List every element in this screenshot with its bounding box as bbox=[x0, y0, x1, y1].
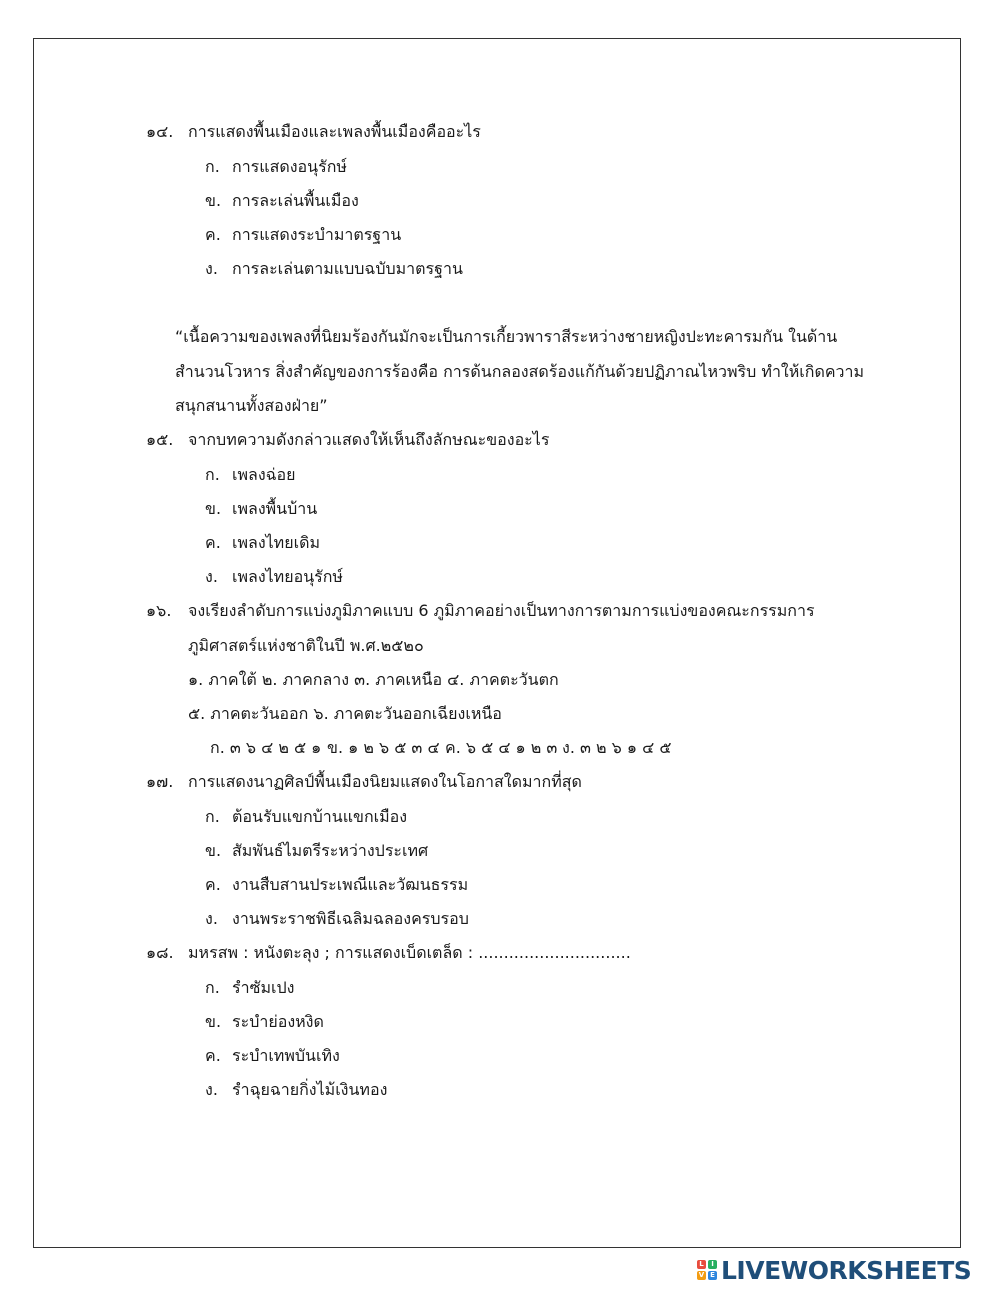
answer-row-16 bbox=[210, 736, 671, 760]
option-text: รำซัมเปง bbox=[232, 978, 295, 997]
logo-mark-cell: I bbox=[708, 1260, 717, 1269]
option-label: ค. bbox=[205, 533, 221, 552]
option-17-d[interactable] bbox=[205, 907, 469, 931]
question-number: ๑๘. bbox=[146, 943, 174, 962]
option-18-d[interactable] bbox=[205, 1078, 387, 1102]
option-14-d[interactable] bbox=[205, 257, 463, 281]
question-18 bbox=[146, 941, 631, 965]
option-text: เพลงฉ่อย bbox=[232, 465, 296, 484]
option-14-a[interactable] bbox=[205, 155, 347, 179]
option-17-b[interactable] bbox=[205, 839, 428, 863]
liveworksheets-logo bbox=[697, 1257, 971, 1283]
question-number: ๑๗. bbox=[146, 772, 174, 791]
option-18-a[interactable] bbox=[205, 976, 294, 1000]
option-17-c[interactable] bbox=[205, 873, 468, 897]
option-text: เพลงพื้นบ้าน bbox=[232, 499, 318, 518]
option-14-b[interactable] bbox=[205, 189, 359, 213]
option-15-d[interactable] bbox=[205, 565, 343, 589]
option-18-c[interactable] bbox=[205, 1044, 340, 1068]
option-text: การละเล่นพื้นเมือง bbox=[232, 191, 359, 210]
option-text: สัมพันธ์ไมตรีระหว่างประเทศ bbox=[232, 841, 429, 860]
option-14-c[interactable] bbox=[205, 223, 401, 247]
option-label: ข. bbox=[205, 499, 222, 518]
option-17-a[interactable] bbox=[205, 805, 407, 829]
option-label: ข. bbox=[205, 191, 222, 210]
option-text: เพลงไทยอนุรักษ์ bbox=[232, 567, 343, 586]
question-15 bbox=[146, 428, 549, 452]
option-label: ข. bbox=[205, 1012, 222, 1031]
option-text: การละเล่นตามแบบฉบับมาตรฐาน bbox=[232, 259, 463, 278]
option-18-b[interactable] bbox=[205, 1010, 324, 1034]
question-number: ๑๖. bbox=[146, 601, 172, 620]
option-text: ระบำย่องหงิด bbox=[232, 1012, 324, 1031]
regions-line-2: ๕. ภาคตะวันออก ๖. ภาคตะวันออกเฉียงเหนือ bbox=[188, 704, 502, 723]
question-17 bbox=[146, 770, 582, 794]
question-text: จากบทความดังกล่าวแสดงให้เห็นถึงลักษณะของอะไร bbox=[188, 430, 550, 449]
option-label: ง. bbox=[205, 259, 218, 278]
regions-line-1: ๑. ภาคใต้ ๒. ภาคกลาง ๓. ภาคเหนือ ๔. ภาคตะวันตก bbox=[188, 670, 559, 689]
option-label: ก. bbox=[205, 978, 220, 997]
logo-mark-icon bbox=[697, 1260, 717, 1280]
option-label: ก. bbox=[205, 465, 220, 484]
option-15-b[interactable] bbox=[205, 497, 317, 521]
logo-mark-cell: V bbox=[698, 1271, 705, 1279]
question-14 bbox=[146, 120, 481, 144]
question-number: ๑๕. bbox=[146, 430, 174, 449]
passage-line-1: “เนื้อความของเพลงที่นิยมร้องกันมักจะเป็นการเกี้ยวพาราสีระหว่างชายหญิงปะทะคารมกัน ในด้าน bbox=[175, 327, 838, 346]
option-text: รำฉุยฉายกิ่งไม้เงินทอง bbox=[232, 1080, 388, 1099]
answer-16-d[interactable]: ง. ๓ ๒ ๖ ๑ ๔ ๕ bbox=[562, 738, 672, 757]
logo-mark-cell: L bbox=[697, 1260, 706, 1269]
option-text: การแสดงระบำมาตรฐาน bbox=[232, 225, 402, 244]
passage-line-3: สนุกสนานทั้งสองฝ่าย” bbox=[175, 396, 328, 415]
question-16-line-2: ภูมิศาสตร์แห่งชาติในปี พ.ศ.๒๕๒๐ bbox=[188, 636, 424, 655]
logo-text: LIVEWORKSHEETS bbox=[721, 1255, 972, 1285]
logo-mark-cell: E bbox=[708, 1271, 717, 1280]
option-label: ค. bbox=[205, 225, 221, 244]
question-text: การแสดงนาฏศิลป์พื้นเมืองนิยมแสดงในโอกาสใดมากที่สุด bbox=[188, 772, 582, 791]
question-text: มหรสพ : หนังตะลุง ; การแสดงเบ็ดเตล็ด : .............................. bbox=[188, 943, 631, 962]
answer-16-b[interactable]: ข. ๑ ๒ ๖ ๕ ๓ ๔ bbox=[327, 738, 440, 757]
option-label: ก. bbox=[205, 807, 220, 826]
passage-line-2: สำนวนโวหาร สิ่งสำคัญของการร้องคือ การด้นกลองสดร้องแก้กันด้วยปฏิภาณไหวพริบ ทำให้เกิดความ bbox=[175, 362, 865, 381]
option-text: การแสดงอนุรักษ์ bbox=[232, 157, 347, 176]
question-16 bbox=[146, 599, 815, 623]
option-15-c[interactable] bbox=[205, 531, 320, 555]
option-label: ก. bbox=[205, 157, 220, 176]
option-text: งานสืบสานประเพณีและวัฒนธรรม bbox=[232, 875, 469, 894]
question-text: การแสดงพื้นเมืองและเพลงพื้นเมืองคืออะไร bbox=[188, 122, 481, 141]
question-number: ๑๔. bbox=[146, 122, 174, 141]
option-label: ง. bbox=[205, 909, 218, 928]
option-text: ระบำเทพบันเทิง bbox=[232, 1046, 340, 1065]
page-border bbox=[33, 38, 961, 1248]
option-text: งานพระราชพิธีเฉลิมฉลองครบรอบ bbox=[232, 909, 469, 928]
option-label: ค. bbox=[205, 1046, 221, 1065]
option-text: ต้อนรับแขกบ้านแขกเมือง bbox=[232, 807, 408, 826]
option-15-a[interactable] bbox=[205, 463, 296, 487]
question-text: จงเรียงลำดับการแบ่งภูมิภาคแบบ 6 ภูมิภาคอย่างเป็นทางการตามการแบ่งของคณะกรรมการ bbox=[188, 601, 815, 620]
option-label: ค. bbox=[205, 875, 221, 894]
answer-16-c[interactable]: ค. ๖ ๕ ๔ ๑ ๒ ๓ bbox=[445, 738, 558, 757]
option-label: ง. bbox=[205, 1080, 218, 1099]
option-label: ข. bbox=[205, 841, 222, 860]
option-text: เพลงไทยเดิม bbox=[232, 533, 321, 552]
answer-16-a[interactable]: ก. ๓ ๖ ๔ ๒ ๕ ๑ bbox=[210, 738, 322, 757]
option-label: ง. bbox=[205, 567, 218, 586]
